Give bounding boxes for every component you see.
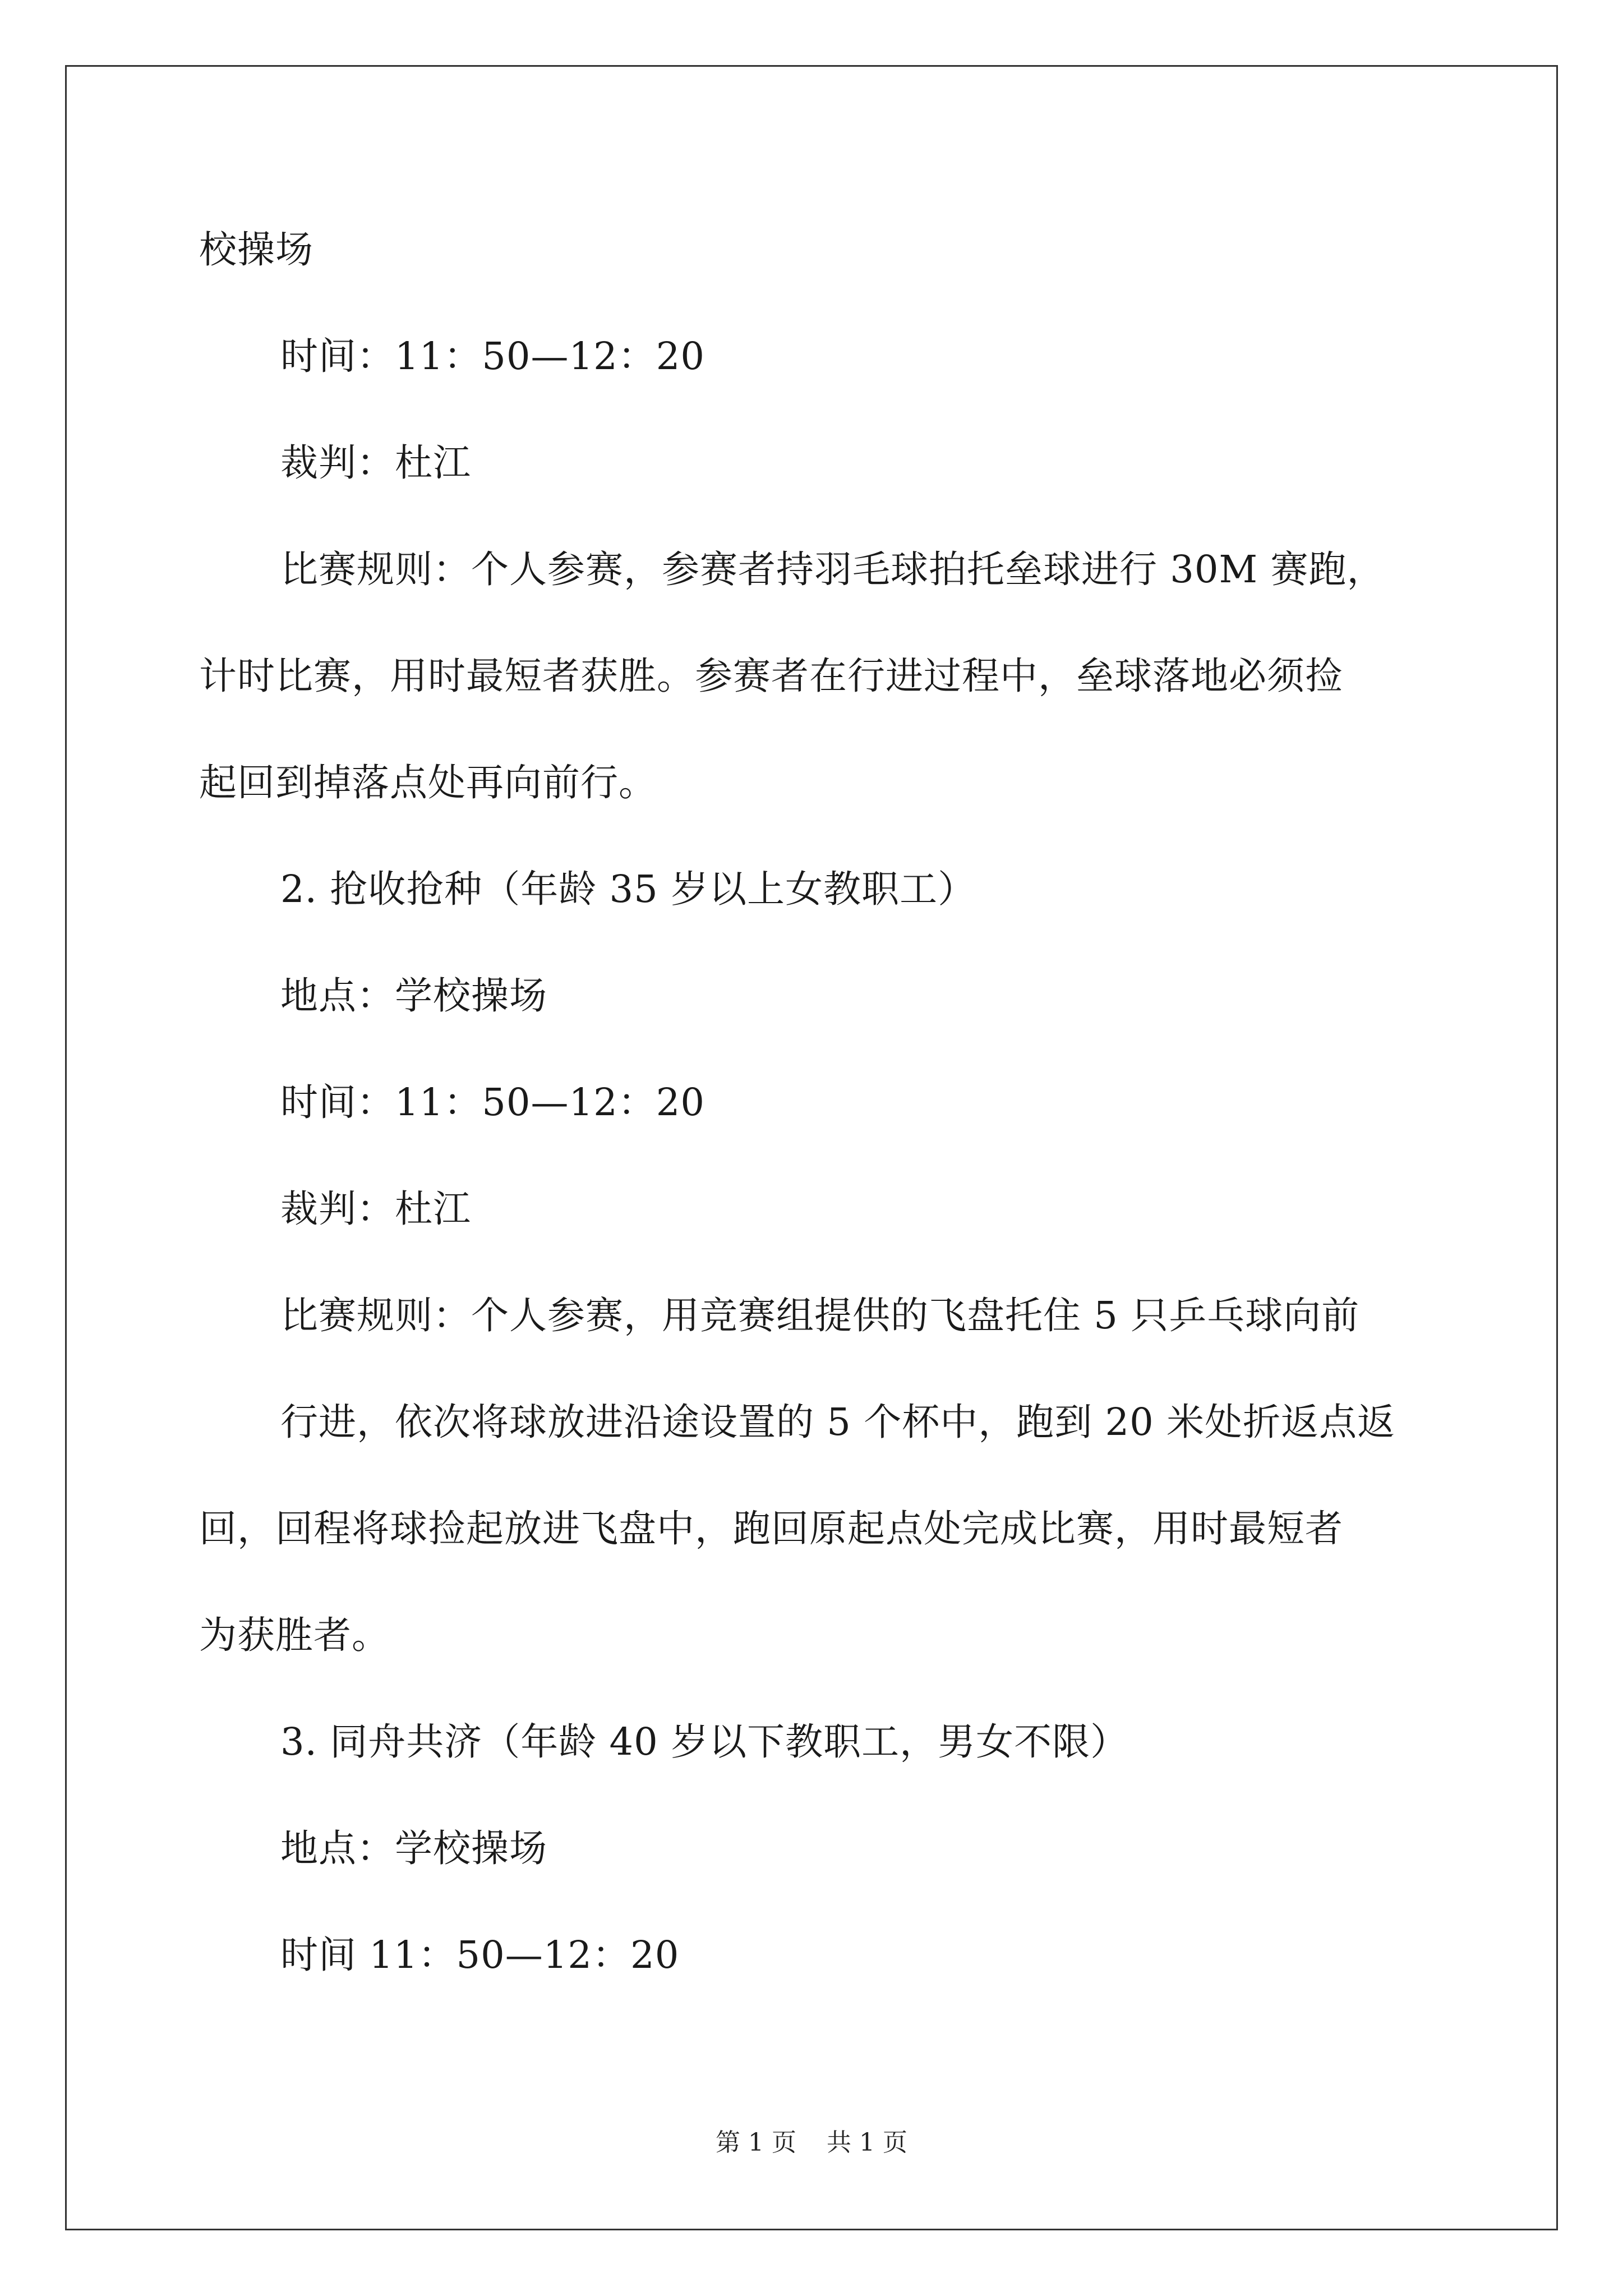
- text-line-17: 时间 11：50—12：20: [280, 1933, 680, 1977]
- section-heading-3: 3. 同舟共济（年龄 40 岁以下教职工，男女不限）: [280, 1720, 1129, 1764]
- text-line-2: 时间：11：50—12：20: [280, 334, 706, 378]
- text-line-9: 时间：11：50—12：20: [280, 1080, 706, 1124]
- text-line-11: 比赛规则：个人参赛，用竞赛组提供的飞盘托住 5 只乒乓球向前: [280, 1294, 1360, 1337]
- text-line-5: 计时比赛，用时最短者获胜。参赛者在行进过程中，垒球落地必须捡: [199, 654, 1343, 698]
- text-line-13: 回，回程将球捡起放进飞盘中，跑回原起点处完成比赛，用时最短者: [199, 1507, 1343, 1550]
- text-line-12: 行进，依次将球放进沿途设置的 5 个杯中，跑到 20 米处折返点返: [280, 1400, 1396, 1444]
- text-line-3: 裁判：杜江: [280, 441, 471, 485]
- text-line-10: 裁判：杜江: [280, 1187, 471, 1231]
- text-line-14: 为获胜者。: [199, 1613, 390, 1657]
- text-line-1: 校操场: [199, 228, 313, 272]
- text-line-8: 地点：学校操场: [280, 974, 547, 1018]
- section-heading-2: 2. 抢收抢种（年龄 35 岁以上女教职工）: [280, 867, 976, 911]
- text-line-4: 比赛规则：个人参赛，参赛者持羽毛球拍托垒球进行 30M 赛跑，: [280, 547, 1385, 591]
- page-total: 共 1 页: [827, 2128, 907, 2157]
- text-line-16: 地点：学校操场: [280, 1826, 547, 1870]
- text-line-6: 起回到掉落点处再向前行。: [199, 761, 657, 804]
- page-number: 第 1 页: [716, 2128, 796, 2157]
- page-border: [65, 65, 1558, 2230]
- page-footer: [0, 2126, 1623, 2160]
